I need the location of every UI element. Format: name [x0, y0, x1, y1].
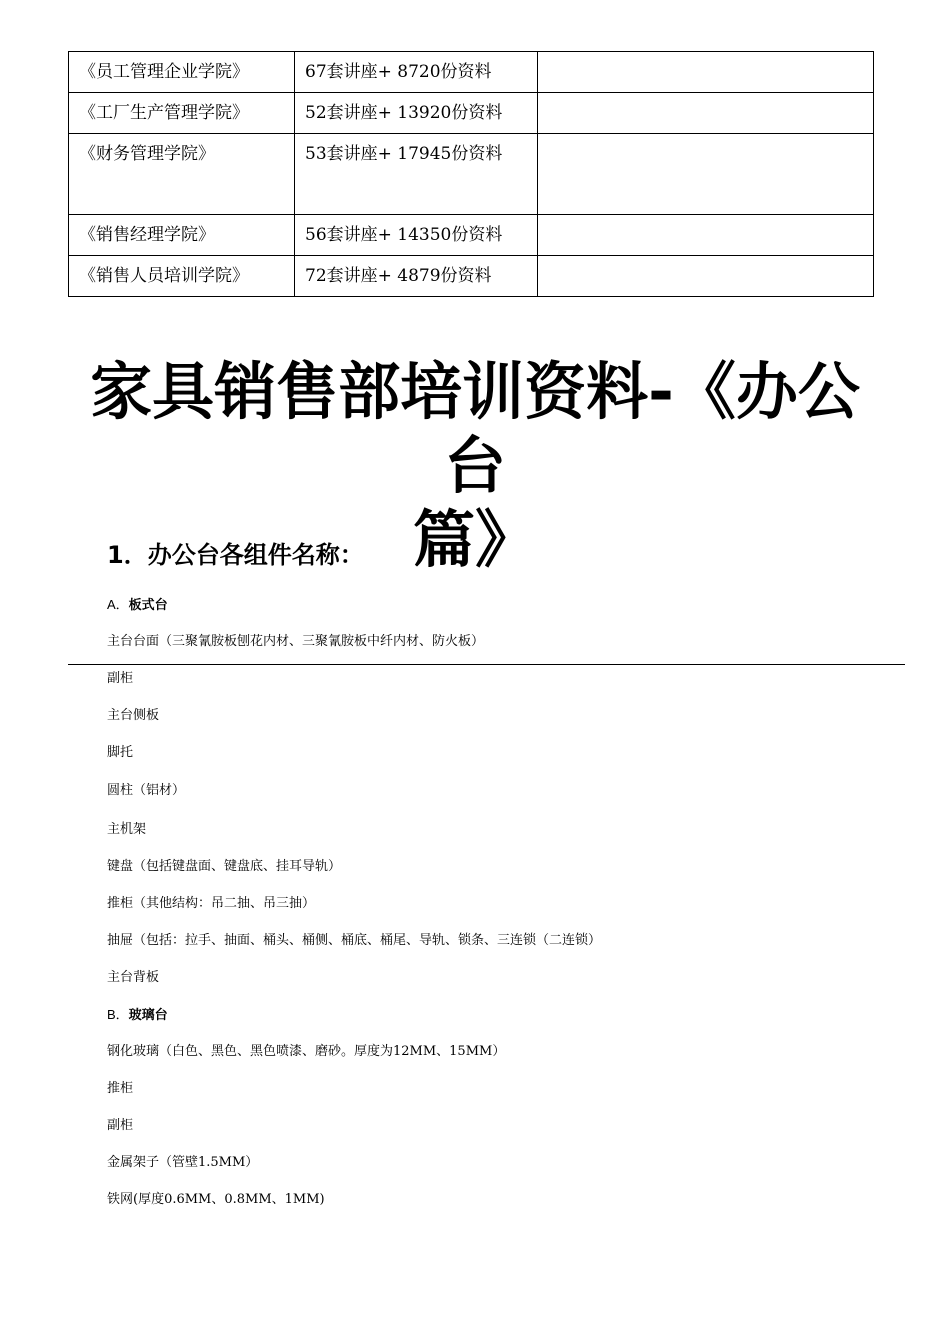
course-name: 《财务管理学院》	[69, 134, 295, 215]
list-item: 主台背板	[107, 970, 160, 985]
list-item: 抽屉（包括：拉手、抽面、桶头、桶侧、桶底、桶尾、导轨、锁条、三连锁（二连锁）	[107, 933, 602, 948]
course-content	[295, 134, 538, 215]
group-b-letter: B．	[107, 1007, 129, 1022]
list-item: 圆柱（铝材）	[107, 783, 186, 798]
title-line-1: 家具销售部培训资料-《办公台	[90, 355, 860, 502]
course-name: 《工厂生产管理学院》	[69, 93, 295, 134]
course-name: 《员工管理企业学院》	[69, 52, 295, 93]
course-content-text: 53套讲座+ 17945份资料	[305, 144, 503, 164]
catalog-table	[68, 51, 874, 297]
list-item: 金属架子（管壁1.5MM）	[107, 1155, 259, 1170]
group-b-heading	[107, 1006, 168, 1024]
list-item: 副柜	[107, 1118, 134, 1133]
table-row	[69, 256, 874, 297]
section-heading: 1．办公台各组件名称：	[107, 541, 364, 569]
list-item: 脚托	[107, 745, 134, 760]
table-row	[69, 93, 874, 134]
course-name: 《销售经理学院》	[69, 215, 295, 256]
list-item: 铁网(厚度0.6MM、0.8MM、1MM)	[107, 1192, 325, 1207]
group-a-heading	[107, 596, 168, 614]
course-note	[538, 256, 874, 297]
list-item: 主台台面（三聚氰胺板刨花内材、三聚氰胺板中纤内材、防火板）	[107, 634, 485, 649]
list-item: 推柜（其他结构：吊二抽、吊三抽）	[107, 896, 316, 911]
course-content: 67套讲座+ 8720份资料	[295, 52, 538, 93]
list-item: 钢化玻璃（白色、黑色、黑色喷漆、磨砂。厚度为12MM、15MM）	[107, 1044, 506, 1059]
course-content: 72套讲座+ 4879份资料	[295, 256, 538, 297]
list-item: 推柜	[107, 1081, 134, 1096]
table-row	[69, 134, 874, 215]
list-item: 主台侧板	[107, 708, 160, 723]
list-item: 主机架	[107, 822, 147, 837]
table-row	[69, 52, 874, 93]
course-content: 56套讲座+ 14350份资料	[295, 215, 538, 256]
course-note	[538, 93, 874, 134]
list-item: 副柜	[107, 671, 134, 686]
course-name: 《销售人员培训学院》	[69, 256, 295, 297]
group-a-letter: A．	[107, 597, 129, 612]
divider	[68, 664, 905, 665]
title-line-2: 篇》	[412, 503, 537, 576]
table-row	[69, 215, 874, 256]
list-item: 键盘（包括键盘面、键盘底、挂耳导轨）	[107, 859, 342, 874]
group-a-name: 板式台	[128, 597, 168, 612]
course-content: 52套讲座+ 13920份资料	[295, 93, 538, 134]
course-note	[538, 215, 874, 256]
course-note	[538, 134, 874, 215]
group-b-name: 玻璃台	[128, 1007, 168, 1022]
course-note	[538, 52, 874, 93]
